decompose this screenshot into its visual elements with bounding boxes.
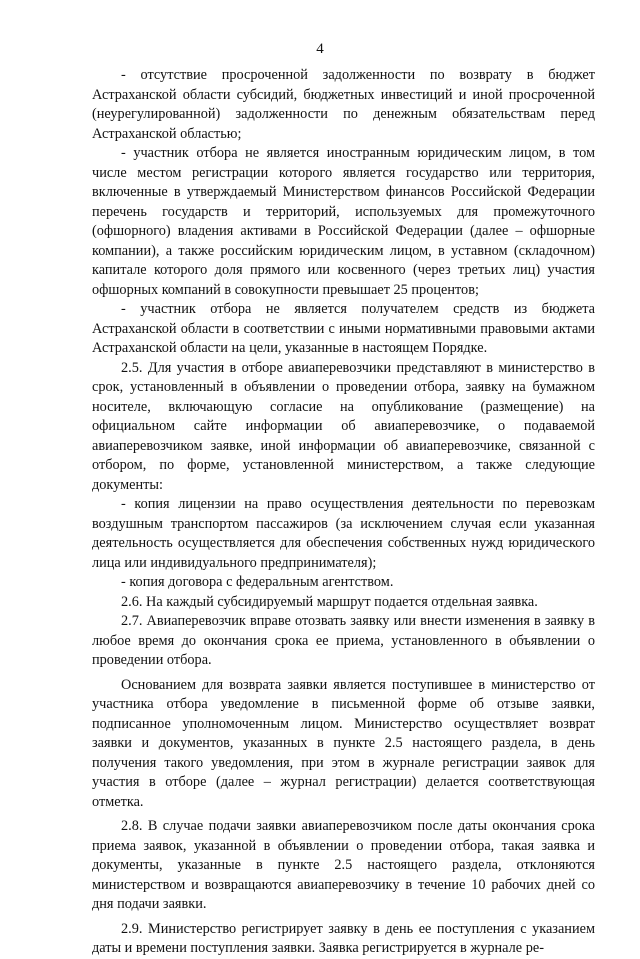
paragraph-2-9: 2.9. Министерство регистрирует заявку в день ее поступления с указанием даты и времени поступления заявки. Заявка регистрируется в журнале ре-	[92, 920, 595, 956]
paragraph-return-grounds: Основанием для возврата заявки является поступившее в министерство от участника отбора уведомление в письменной форме об отзыве заявки, подписанное уполномоченным лицом. Министерство осуществляет возврат заявки и документов, указанных в пункте 2.5 настоящего раздела, в день получения такого уведомления, при этом в журнале регистрации заявок для участия в отборе (далее – журнал регистрации) делается соответствующая отметка.	[92, 676, 595, 810]
paragraph-2-8: 2.8. В случае подачи заявки авиаперевозчиком после даты окончания срока приема заявок, указанной в объявлении о проведении отбора, такая заявка и документы, указанные в пункте 2.5 настоящего раздела, отклоняются министерством и возвращаются авиаперевозчику в течение 10 рабочих дней со дня подачи заявки.	[92, 818, 595, 912]
paragraph-2-5: 2.5. Для участия в отборе авиаперевозчики представляют в министерство в срок, установленный в объявлении о проведении отбора, заявку на бумажном носителе, включающую согласие на опубликование (размещение) на официальном сайте информации об авиаперевозчике, о подаваемой авиаперевозчиком заявке, иной информации об авиаперевозчике, связанной с отбором, по форме, установленной министерством, а также следующие документы:	[92, 359, 595, 493]
paragraph-2-7: 2.7. Авиаперевозчик вправе отозвать заявку или внести изменения в заявку в любое время до окончания срока ее приема, установленного в объявлении о проведении отбора.	[92, 613, 595, 668]
paragraph-no-debt: - отсутствие просроченной задолженности по возврату в бюджет Астраханской области субсидий, бюджетных инвестиций и иной просроченной (неурегулированной) задолженности по денежным обязательствам перед Астраханской областью;	[92, 67, 595, 142]
paragraph-not-foreign-entity: - участник отбора не является иностранным юридическим лицом, в том числе местом регистрации которого является государство или территория, включенные в утверждаемый Министерством финансов Российской Федерации перечень государств и территорий, используемых для промежуточного (офшорного) владения активами в Российской Федерации (далее – офшорные компании), а также российским юридическим лицом, в уставном (складочном) капитале которого доля прямого или косвенного (через третьих лиц) участия офшорных компаний в совокупности превышает 25 процентов;	[92, 145, 595, 298]
paragraph-2-6: 2.6. На каждый субсидируемый маршрут подается отдельная заявка.	[121, 593, 538, 610]
document-body	[92, 66, 595, 959]
paragraph-contract-copy: - копия договора с федеральным агентством.	[121, 574, 394, 590]
page-number: 4	[316, 41, 324, 57]
paragraph-license-copy: - копия лицензии на право осуществления деятельности по перевозкам воздушным транспортом пассажиров (за исключением случая если указанная деятельность осуществляется для обеспечения собственных нужд юридического лица или индивидуального предпринимателя);	[92, 496, 595, 571]
paragraph-not-budget-recipient: - участник отбора не является получателем средств из бюджета Астраханской области в соответствии с иными нормативными правовыми актами Астраханской области на цели, указанные в настоящем Порядке.	[92, 301, 595, 356]
